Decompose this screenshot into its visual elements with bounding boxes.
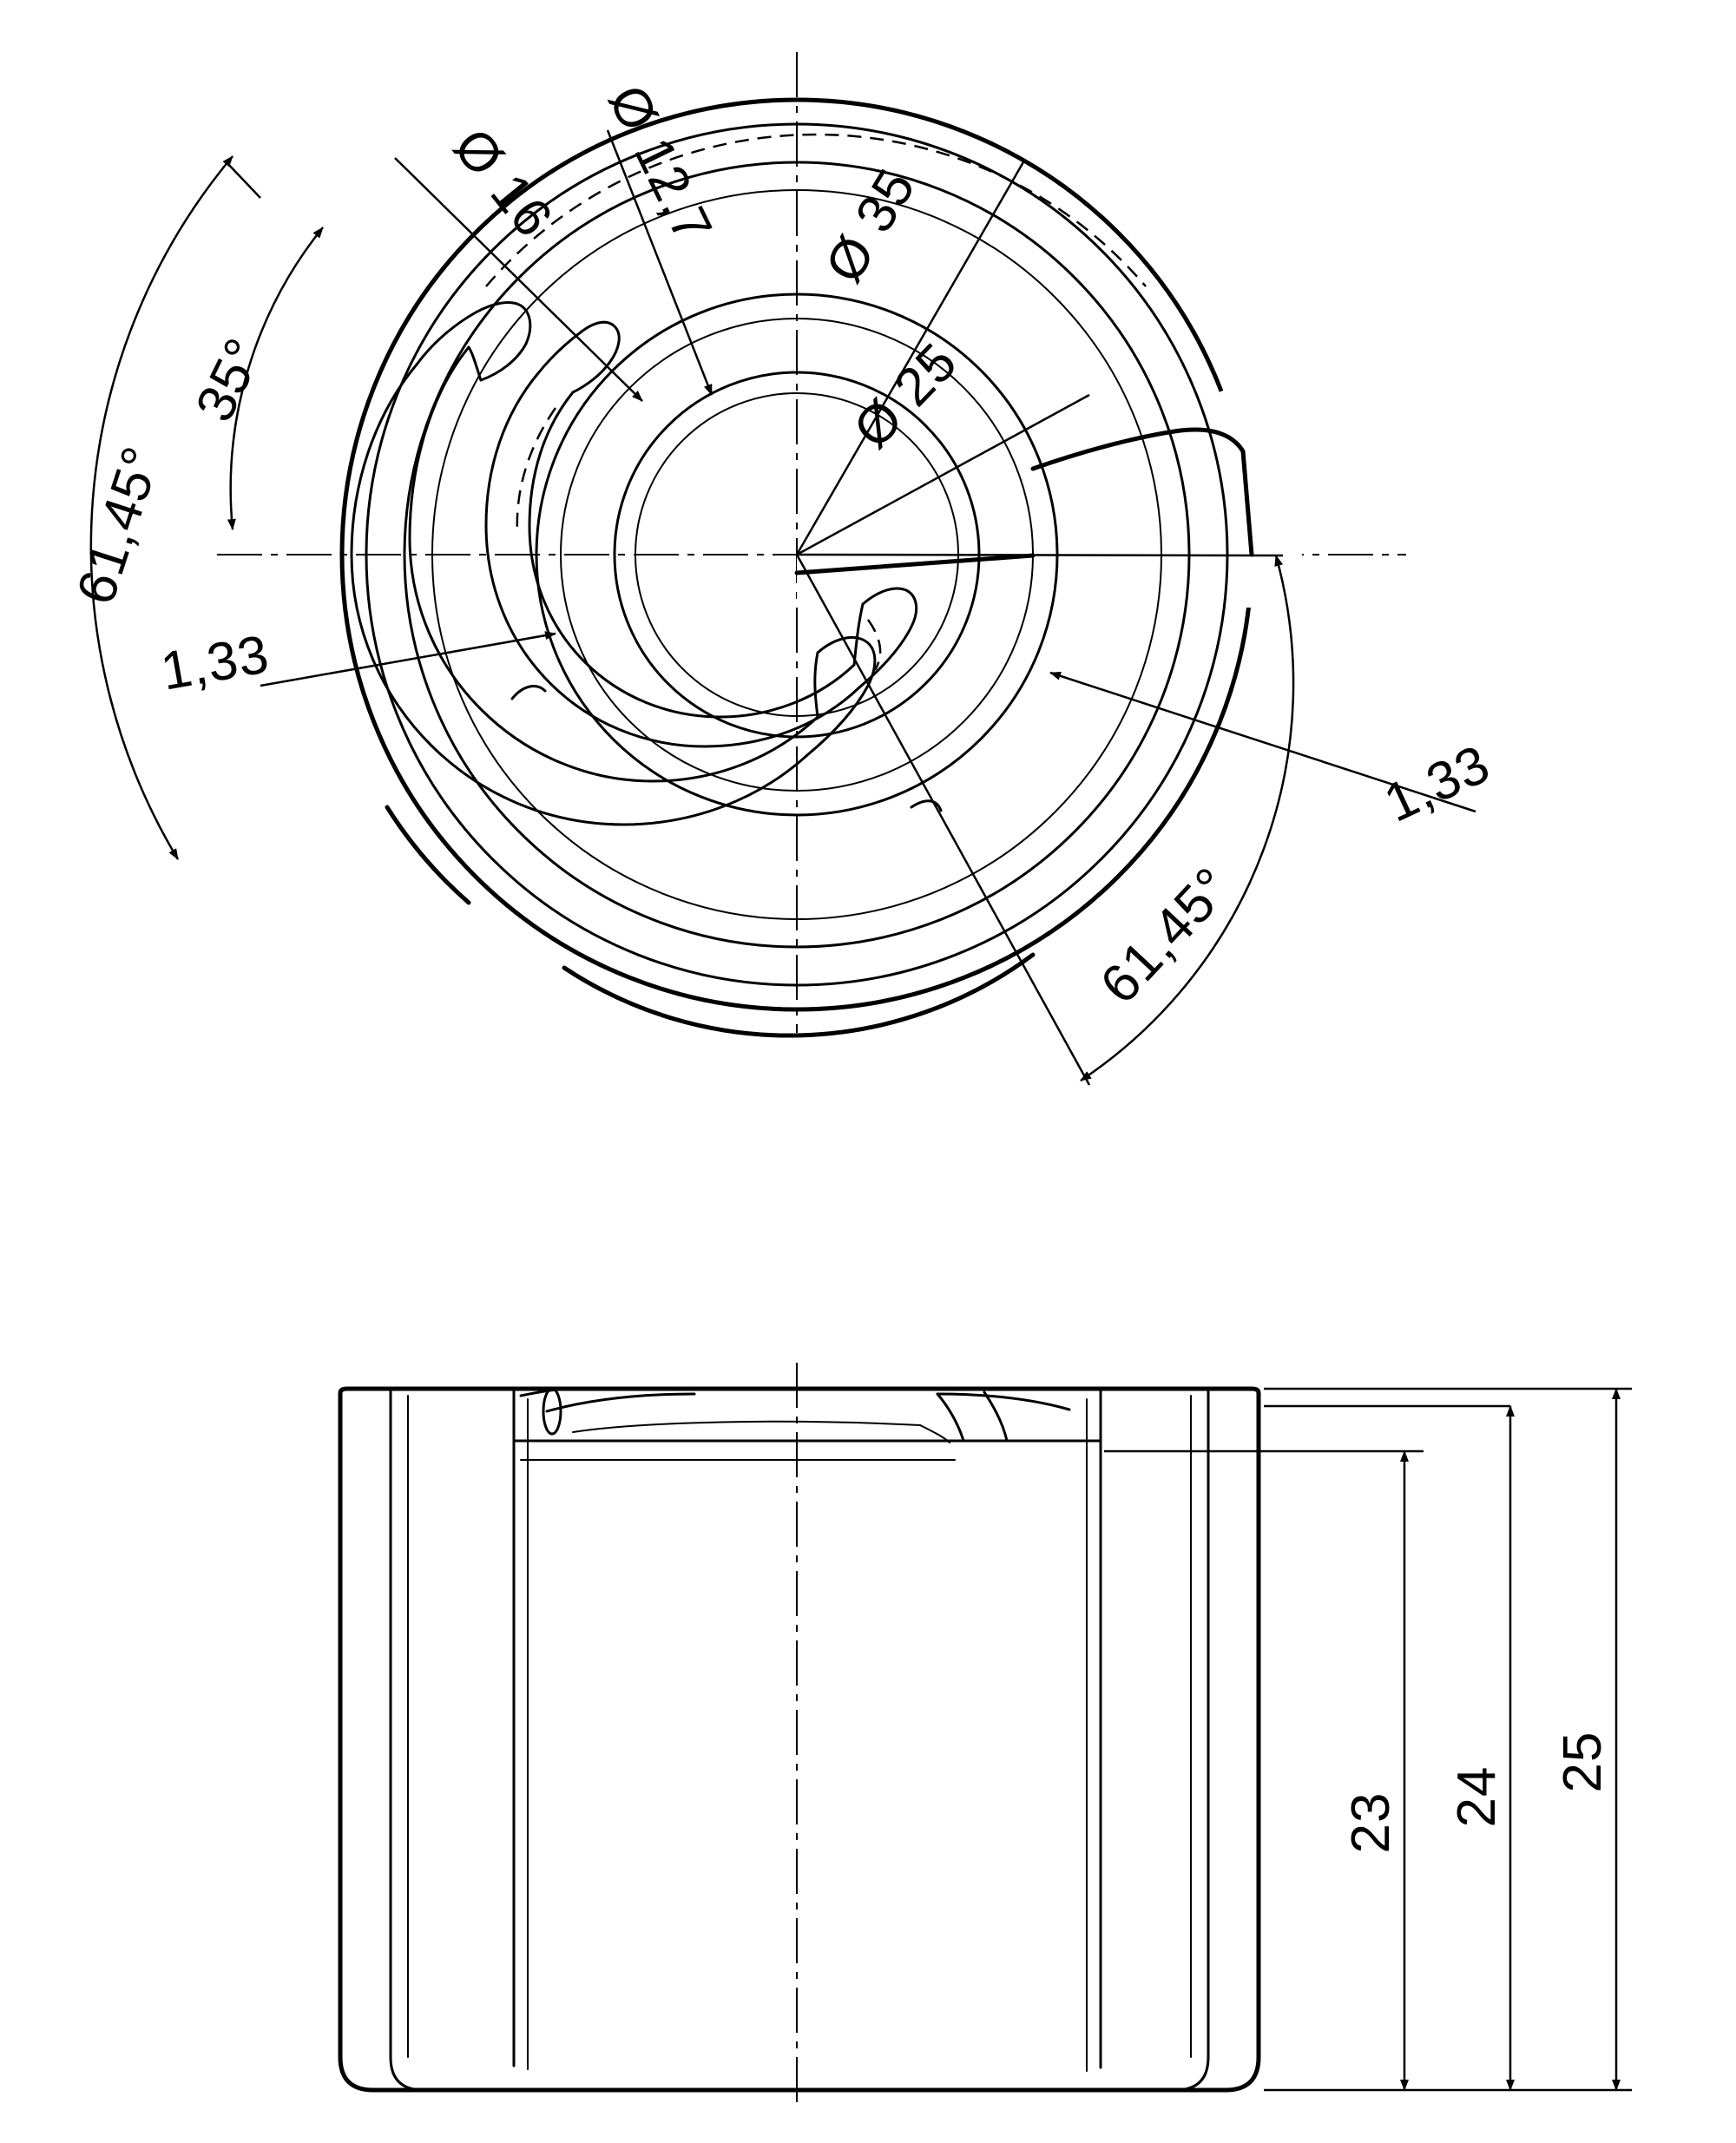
front-top-inner-curve: [573, 1422, 920, 1432]
pocket-tab-lower-2: [854, 604, 863, 665]
front-view: [340, 1363, 1632, 2109]
arc-angle-6145-lower: [1081, 555, 1293, 1081]
top-view: [66, 52, 1499, 1085]
detail-radius-left: [512, 686, 545, 699]
ext-6145-upper: [226, 161, 260, 198]
leader-133-upper: [260, 634, 556, 686]
c-slot-outer-wall: [352, 365, 807, 825]
dim-dia-25: Ø 25: [842, 332, 970, 460]
front-top-slot-rib: [937, 1394, 963, 1441]
dim-133-upper: 1,33: [156, 624, 274, 702]
front-top-slot-right: [937, 1394, 1069, 1410]
dim-dia-35: Ø 35: [813, 159, 928, 293]
dim-angle-6145-upper: 61,45°: [65, 439, 173, 612]
front-top-slot-left: [547, 1394, 694, 1411]
lower-shadow-arc: [564, 955, 1033, 1035]
pocket-tab-upper-2: [573, 363, 609, 392]
dim-dia-16: Ø 16: [442, 117, 564, 249]
dim-angle-35: 35°: [184, 328, 276, 431]
dim-133-lower: 1,33: [1375, 733, 1499, 834]
front-top-slot-rib-2: [984, 1392, 1007, 1441]
c-slot-lower-end-join: [815, 653, 818, 717]
dim-angle-6145-lower: 61,45°: [1088, 856, 1244, 1016]
dim-height-24: 24: [1447, 1765, 1507, 1828]
front-body-outline: [340, 1389, 1259, 2090]
dim-height-25: 25: [1553, 1731, 1613, 1793]
dim-height-23: 23: [1341, 1791, 1401, 1854]
c-slot-upper-end-join: [469, 347, 481, 380]
dim-dia-12-7: Ø 12,7: [596, 76, 724, 253]
